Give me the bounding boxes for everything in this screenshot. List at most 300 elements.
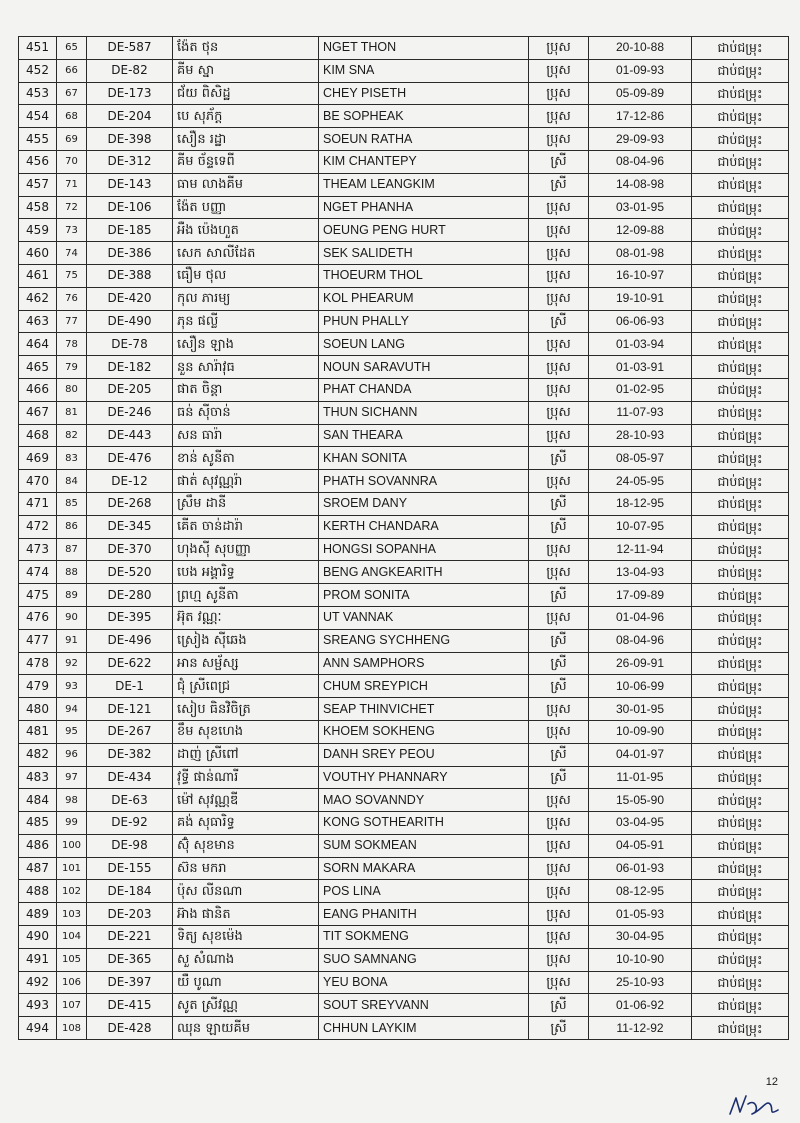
- table-row: [19, 698, 789, 721]
- sub-number: 100: [57, 834, 87, 857]
- candidate-code: DE-203: [87, 903, 173, 926]
- sub-number: 77: [57, 310, 87, 333]
- result-status: ជាប់ជម្រុះ: [692, 356, 789, 379]
- name-latin: SREANG SYCHHENG: [319, 629, 529, 652]
- name-latin: SEAP THINVICHET: [319, 698, 529, 721]
- date-of-birth: 08-01-98: [589, 242, 692, 265]
- candidate-code: DE-428: [87, 1017, 173, 1040]
- table-row: [19, 492, 789, 515]
- name-khmer: ម៉ៅ សុវណ្ណឌី: [173, 789, 319, 812]
- gender: ប្រុស: [529, 356, 589, 379]
- table-row: [19, 629, 789, 652]
- gender: ប្រុស: [529, 37, 589, 60]
- table-row: [19, 378, 789, 401]
- table-row: [19, 310, 789, 333]
- name-latin: BENG ANGKEARITH: [319, 561, 529, 584]
- table-row: [19, 880, 789, 903]
- candidate-code: DE-395: [87, 606, 173, 629]
- date-of-birth: 25-10-93: [589, 971, 692, 994]
- name-latin: THEAM LEANGKIM: [319, 173, 529, 196]
- gender: ប្រុស: [529, 424, 589, 447]
- result-status: ជាប់ជម្រុះ: [692, 150, 789, 173]
- gender: ប្រុស: [529, 105, 589, 128]
- name-latin: BE SOPHEAK: [319, 105, 529, 128]
- name-latin: UT VANNAK: [319, 606, 529, 629]
- table-row: [19, 606, 789, 629]
- table-row: [19, 948, 789, 971]
- table-row: [19, 150, 789, 173]
- candidate-code: DE-205: [87, 378, 173, 401]
- name-khmer: បេ សុភ័ក្ត: [173, 105, 319, 128]
- result-status: ជាប់ជម្រុះ: [692, 333, 789, 356]
- row-number: 486: [19, 834, 57, 857]
- gender: ប្រុស: [529, 561, 589, 584]
- name-latin: KONG SOTHEARITH: [319, 812, 529, 835]
- gender: ប្រុស: [529, 720, 589, 743]
- result-status: ជាប់ជម្រុះ: [692, 743, 789, 766]
- name-latin: PHATH SOVANNRA: [319, 470, 529, 493]
- row-number: 468: [19, 424, 57, 447]
- results-table: [18, 36, 789, 1040]
- name-latin: PHUN PHALLY: [319, 310, 529, 333]
- name-latin: SORN MAKARA: [319, 857, 529, 880]
- result-status: ជាប់ជម្រុះ: [692, 128, 789, 151]
- name-khmer: កុល ភារម្យ: [173, 287, 319, 310]
- name-latin: DANH SREY PEOU: [319, 743, 529, 766]
- name-khmer: សៀប ធិនវិចិត្រ: [173, 698, 319, 721]
- row-number: 463: [19, 310, 57, 333]
- gender: ប្រុស: [529, 470, 589, 493]
- candidate-code: DE-204: [87, 105, 173, 128]
- candidate-code: DE-82: [87, 59, 173, 82]
- name-khmer: ធឿម ថុល: [173, 264, 319, 287]
- sub-number: 99: [57, 812, 87, 835]
- date-of-birth: 26-09-91: [589, 652, 692, 675]
- candidate-code: DE-121: [87, 698, 173, 721]
- row-number: 481: [19, 720, 57, 743]
- sub-number: 83: [57, 447, 87, 470]
- candidate-code: DE-12: [87, 470, 173, 493]
- date-of-birth: 06-06-93: [589, 310, 692, 333]
- name-khmer: ខឹម សុខហេង: [173, 720, 319, 743]
- name-khmer: ខាន់ សូនីតា: [173, 447, 319, 470]
- table-row: [19, 470, 789, 493]
- result-status: ជាប់ជម្រុះ: [692, 378, 789, 401]
- name-latin: KERTH CHANDARA: [319, 515, 529, 538]
- sub-number: 107: [57, 994, 87, 1017]
- row-number: 492: [19, 971, 57, 994]
- row-number: 455: [19, 128, 57, 151]
- date-of-birth: 05-09-89: [589, 82, 692, 105]
- sub-number: 103: [57, 903, 87, 926]
- result-status: ជាប់ជម្រុះ: [692, 926, 789, 949]
- table-row: [19, 173, 789, 196]
- gender: ប្រុស: [529, 789, 589, 812]
- date-of-birth: 08-05-97: [589, 447, 692, 470]
- gender: ស្រី: [529, 150, 589, 173]
- row-number: 480: [19, 698, 57, 721]
- candidate-code: DE-184: [87, 880, 173, 903]
- sub-number: 90: [57, 606, 87, 629]
- candidate-code: DE-382: [87, 743, 173, 766]
- name-latin: SOEUN LANG: [319, 333, 529, 356]
- table-row: [19, 424, 789, 447]
- result-status: ជាប់ជម្រុះ: [692, 37, 789, 60]
- name-khmer: ស្រឹម ដានី: [173, 492, 319, 515]
- name-khmer: ប៉ុស លីនណា: [173, 880, 319, 903]
- date-of-birth: 01-05-93: [589, 903, 692, 926]
- result-status: ជាប់ជម្រុះ: [692, 310, 789, 333]
- name-khmer: ហុងស៊ី សុបញ្ញា: [173, 538, 319, 561]
- gender: ស្រី: [529, 515, 589, 538]
- candidate-code: DE-420: [87, 287, 173, 310]
- candidate-code: DE-443: [87, 424, 173, 447]
- table-row: [19, 264, 789, 287]
- gender: ស្រី: [529, 652, 589, 675]
- name-khmer: អឺង ប៉េងហួត: [173, 219, 319, 242]
- candidate-code: DE-587: [87, 37, 173, 60]
- name-latin: EANG PHANITH: [319, 903, 529, 926]
- sub-number: 106: [57, 971, 87, 994]
- table-row: [19, 720, 789, 743]
- candidate-code: DE-106: [87, 196, 173, 219]
- name-latin: KIM SNA: [319, 59, 529, 82]
- date-of-birth: 03-01-95: [589, 196, 692, 219]
- sub-number: 93: [57, 675, 87, 698]
- date-of-birth: 03-04-95: [589, 812, 692, 835]
- handwritten-signature: [726, 1090, 786, 1120]
- table-row: [19, 584, 789, 607]
- candidate-code: DE-370: [87, 538, 173, 561]
- name-latin: NGET PHANHA: [319, 196, 529, 219]
- candidate-code: DE-268: [87, 492, 173, 515]
- row-number: 459: [19, 219, 57, 242]
- table-row: [19, 561, 789, 584]
- candidate-code: DE-388: [87, 264, 173, 287]
- table-row: [19, 59, 789, 82]
- gender: ប្រុស: [529, 196, 589, 219]
- sub-number: 73: [57, 219, 87, 242]
- row-number: 477: [19, 629, 57, 652]
- name-latin: SOUT SREYVANN: [319, 994, 529, 1017]
- name-latin: NGET THON: [319, 37, 529, 60]
- row-number: 476: [19, 606, 57, 629]
- date-of-birth: 04-01-97: [589, 743, 692, 766]
- table-row: [19, 538, 789, 561]
- date-of-birth: 11-01-95: [589, 766, 692, 789]
- candidate-code: DE-386: [87, 242, 173, 265]
- table-row: [19, 196, 789, 219]
- date-of-birth: 08-04-96: [589, 629, 692, 652]
- row-number: 490: [19, 926, 57, 949]
- row-number: 452: [19, 59, 57, 82]
- name-latin: SUM SOKMEAN: [319, 834, 529, 857]
- row-number: 460: [19, 242, 57, 265]
- name-khmer: គីម ច័ន្ទទេពី: [173, 150, 319, 173]
- gender: ស្រី: [529, 584, 589, 607]
- table-row: [19, 219, 789, 242]
- name-khmer: ភុន ផល្លី: [173, 310, 319, 333]
- date-of-birth: 01-06-92: [589, 994, 692, 1017]
- gender: ប្រុស: [529, 242, 589, 265]
- result-status: ជាប់ជម្រុះ: [692, 105, 789, 128]
- candidate-code: DE-143: [87, 173, 173, 196]
- results-table-container: [18, 36, 788, 1040]
- candidate-code: DE-280: [87, 584, 173, 607]
- sub-number: 91: [57, 629, 87, 652]
- result-status: ជាប់ជម្រុះ: [692, 766, 789, 789]
- name-khmer: ព្រហ្ម សូនីតា: [173, 584, 319, 607]
- gender: ប្រុស: [529, 128, 589, 151]
- row-number: 485: [19, 812, 57, 835]
- candidate-code: DE-155: [87, 857, 173, 880]
- candidate-code: DE-1: [87, 675, 173, 698]
- candidate-code: DE-78: [87, 333, 173, 356]
- candidate-code: DE-622: [87, 652, 173, 675]
- name-latin: PROM SONITA: [319, 584, 529, 607]
- date-of-birth: 06-01-93: [589, 857, 692, 880]
- candidate-code: DE-434: [87, 766, 173, 789]
- sub-number: 78: [57, 333, 87, 356]
- name-khmer: ធាម លាងគីម: [173, 173, 319, 196]
- candidate-code: DE-312: [87, 150, 173, 173]
- name-latin: SAN THEARA: [319, 424, 529, 447]
- name-khmer: ស្រៀង ស៊ីឆេង: [173, 629, 319, 652]
- sub-number: 76: [57, 287, 87, 310]
- row-number: 470: [19, 470, 57, 493]
- result-status: ជាប់ជម្រុះ: [692, 948, 789, 971]
- result-status: ជាប់ជម្រុះ: [692, 492, 789, 515]
- date-of-birth: 12-11-94: [589, 538, 692, 561]
- gender: ប្រុស: [529, 606, 589, 629]
- result-status: ជាប់ជម្រុះ: [692, 1017, 789, 1040]
- date-of-birth: 13-04-93: [589, 561, 692, 584]
- candidate-code: DE-63: [87, 789, 173, 812]
- table-row: [19, 37, 789, 60]
- gender: ប្រុស: [529, 812, 589, 835]
- candidate-code: DE-345: [87, 515, 173, 538]
- row-number: 464: [19, 333, 57, 356]
- sub-number: 96: [57, 743, 87, 766]
- date-of-birth: 10-07-95: [589, 515, 692, 538]
- sub-number: 67: [57, 82, 87, 105]
- result-status: ជាប់ជម្រុះ: [692, 971, 789, 994]
- sub-number: 88: [57, 561, 87, 584]
- date-of-birth: 04-05-91: [589, 834, 692, 857]
- result-status: ជាប់ជម្រុះ: [692, 59, 789, 82]
- result-status: ជាប់ជម្រុះ: [692, 994, 789, 1017]
- table-row: [19, 766, 789, 789]
- gender: ប្រុស: [529, 926, 589, 949]
- row-number: 478: [19, 652, 57, 675]
- gender: ស្រី: [529, 173, 589, 196]
- name-latin: THUN SICHANN: [319, 401, 529, 424]
- sub-number: 101: [57, 857, 87, 880]
- row-number: 475: [19, 584, 57, 607]
- row-number: 474: [19, 561, 57, 584]
- result-status: ជាប់ជម្រុះ: [692, 424, 789, 447]
- table-row: [19, 447, 789, 470]
- row-number: 482: [19, 743, 57, 766]
- sub-number: 89: [57, 584, 87, 607]
- name-latin: HONGSI SOPANHA: [319, 538, 529, 561]
- candidate-code: DE-98: [87, 834, 173, 857]
- date-of-birth: 28-10-93: [589, 424, 692, 447]
- gender: ប្រុស: [529, 903, 589, 926]
- sub-number: 82: [57, 424, 87, 447]
- result-status: ជាប់ជម្រុះ: [692, 538, 789, 561]
- table-row: [19, 857, 789, 880]
- row-number: 483: [19, 766, 57, 789]
- candidate-code: DE-365: [87, 948, 173, 971]
- sub-number: 68: [57, 105, 87, 128]
- result-status: ជាប់ជម្រុះ: [692, 606, 789, 629]
- name-latin: SROEM DANY: [319, 492, 529, 515]
- table-row: [19, 356, 789, 379]
- result-status: ជាប់ជម្រុះ: [692, 880, 789, 903]
- row-number: 465: [19, 356, 57, 379]
- result-status: ជាប់ជម្រុះ: [692, 629, 789, 652]
- row-number: 456: [19, 150, 57, 173]
- row-number: 453: [19, 82, 57, 105]
- table-row: [19, 789, 789, 812]
- result-status: ជាប់ជម្រុះ: [692, 698, 789, 721]
- gender: ប្រុស: [529, 948, 589, 971]
- table-row: [19, 401, 789, 424]
- gender: ស្រី: [529, 994, 589, 1017]
- name-khmer: ទិត្យ សុខម៉េង: [173, 926, 319, 949]
- date-of-birth: 10-06-99: [589, 675, 692, 698]
- date-of-birth: 12-09-88: [589, 219, 692, 242]
- row-number: 466: [19, 378, 57, 401]
- row-number: 479: [19, 675, 57, 698]
- candidate-code: DE-520: [87, 561, 173, 584]
- name-latin: KIM CHANTEPY: [319, 150, 529, 173]
- sub-number: 97: [57, 766, 87, 789]
- row-number: 451: [19, 37, 57, 60]
- row-number: 471: [19, 492, 57, 515]
- sub-number: 86: [57, 515, 87, 538]
- gender: ស្រី: [529, 675, 589, 698]
- name-khmer: ដាញ់ ស្រីពៅ: [173, 743, 319, 766]
- name-khmer: ស៊ន មករា: [173, 857, 319, 880]
- sub-number: 87: [57, 538, 87, 561]
- date-of-birth: 20-10-88: [589, 37, 692, 60]
- name-latin: NOUN SARAVUTH: [319, 356, 529, 379]
- row-number: 454: [19, 105, 57, 128]
- result-status: ជាប់ជម្រុះ: [692, 470, 789, 493]
- sub-number: 75: [57, 264, 87, 287]
- sub-number: 69: [57, 128, 87, 151]
- candidate-code: DE-476: [87, 447, 173, 470]
- name-khmer: ង៉ែត បញ្ញា: [173, 196, 319, 219]
- date-of-birth: 08-12-95: [589, 880, 692, 903]
- date-of-birth: 11-12-92: [589, 1017, 692, 1040]
- sub-number: 65: [57, 37, 87, 60]
- date-of-birth: 10-10-90: [589, 948, 692, 971]
- result-status: ជាប់ជម្រុះ: [692, 561, 789, 584]
- name-khmer: សួ សំណាង: [173, 948, 319, 971]
- table-row: [19, 675, 789, 698]
- date-of-birth: 18-12-95: [589, 492, 692, 515]
- name-khmer: សឿន ឡាង: [173, 333, 319, 356]
- gender: ស្រី: [529, 310, 589, 333]
- gender: ប្រុស: [529, 264, 589, 287]
- gender: ប្រុស: [529, 698, 589, 721]
- candidate-code: DE-490: [87, 310, 173, 333]
- candidate-code: DE-182: [87, 356, 173, 379]
- table-row: [19, 903, 789, 926]
- sub-number: 102: [57, 880, 87, 903]
- candidate-code: DE-267: [87, 720, 173, 743]
- gender: ប្រុស: [529, 880, 589, 903]
- name-latin: OEUNG PENG HURT: [319, 219, 529, 242]
- row-number: 472: [19, 515, 57, 538]
- name-khmer: យឺ បូណា: [173, 971, 319, 994]
- result-status: ជាប់ជម្រុះ: [692, 652, 789, 675]
- date-of-birth: 29-09-93: [589, 128, 692, 151]
- row-number: 491: [19, 948, 57, 971]
- name-khmer: គើត ចាន់ដារ៉ា: [173, 515, 319, 538]
- candidate-code: DE-496: [87, 629, 173, 652]
- name-khmer: សេក សាលីដែត: [173, 242, 319, 265]
- result-status: ជាប់ជម្រុះ: [692, 720, 789, 743]
- gender: ស្រី: [529, 492, 589, 515]
- date-of-birth: 01-09-93: [589, 59, 692, 82]
- result-status: ជាប់ជម្រុះ: [692, 173, 789, 196]
- table-body: [19, 37, 789, 1040]
- result-status: ជាប់ជម្រុះ: [692, 857, 789, 880]
- row-number: 489: [19, 903, 57, 926]
- date-of-birth: 01-02-95: [589, 378, 692, 401]
- name-khmer: ជ័យ ពិសិដ្ឋ: [173, 82, 319, 105]
- table-row: [19, 128, 789, 151]
- row-number: 458: [19, 196, 57, 219]
- candidate-code: DE-246: [87, 401, 173, 424]
- gender: ប្រុស: [529, 971, 589, 994]
- sub-number: 74: [57, 242, 87, 265]
- sub-number: 80: [57, 378, 87, 401]
- table-row: [19, 515, 789, 538]
- sub-number: 92: [57, 652, 87, 675]
- table-row: [19, 812, 789, 835]
- name-latin: PHAT CHANDA: [319, 378, 529, 401]
- result-status: ជាប់ជម្រុះ: [692, 834, 789, 857]
- name-khmer: គង់ សុធារិទ្ធ: [173, 812, 319, 835]
- date-of-birth: 08-04-96: [589, 150, 692, 173]
- name-khmer: ជុំ ស្រីពេជ្រ: [173, 675, 319, 698]
- name-khmer: វុទ្ធី ផាន់ណារី: [173, 766, 319, 789]
- table-row: [19, 926, 789, 949]
- sub-number: 105: [57, 948, 87, 971]
- gender: ប្រុស: [529, 287, 589, 310]
- name-latin: ANN SAMPHORS: [319, 652, 529, 675]
- name-khmer: អ៊ុត វណ្ណៈ: [173, 606, 319, 629]
- result-status: ជាប់ជម្រុះ: [692, 515, 789, 538]
- table-row: [19, 834, 789, 857]
- date-of-birth: 17-09-89: [589, 584, 692, 607]
- result-status: ជាប់ជម្រុះ: [692, 903, 789, 926]
- row-number: 457: [19, 173, 57, 196]
- row-number: 484: [19, 789, 57, 812]
- name-latin: KOL PHEARUM: [319, 287, 529, 310]
- gender: ប្រុស: [529, 59, 589, 82]
- candidate-code: DE-221: [87, 926, 173, 949]
- table-row: [19, 971, 789, 994]
- sub-number: 84: [57, 470, 87, 493]
- name-khmer: អ៊ាង ផានិត: [173, 903, 319, 926]
- table-row: [19, 1017, 789, 1040]
